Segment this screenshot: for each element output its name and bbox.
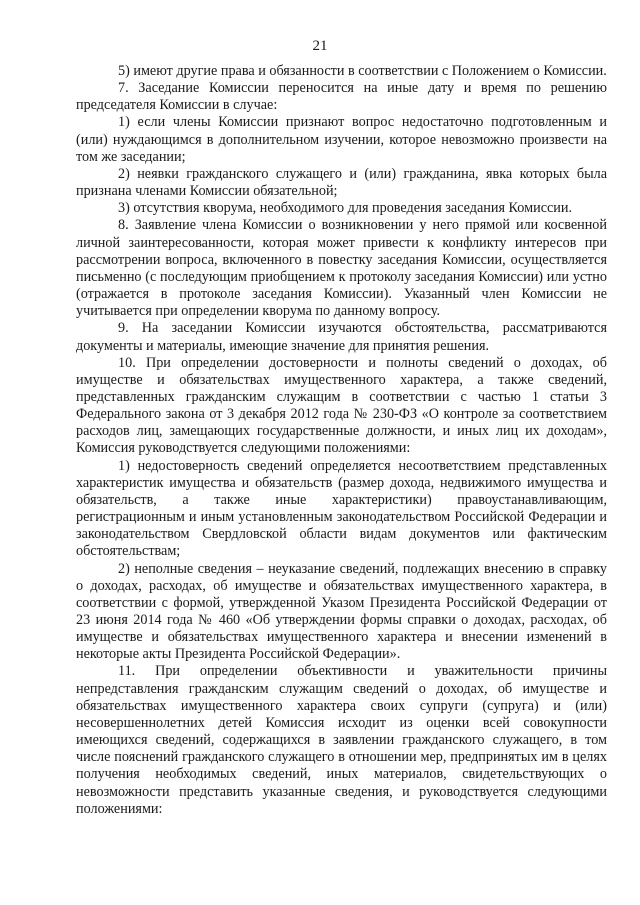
paragraph-7-case-1: 1) если члены Комиссии признают вопрос недостаточно подготовленным и (или) нуждающимся в дополнительном изучении, которое невозможно произвести на том же заседании; [76,114,607,165]
paragraph-7-case-2: 2) неявки гражданского служащего и (или) гражданина, явка которых была признана членами Комиссии обязательной; [76,165,607,200]
paragraph-7-case-3: 3) отсутствия кворума, необходимого для проведения заседания Комиссии. [118,200,573,217]
paragraph-8-conflict-statement: 8. Заявление члена Комиссии о возникновении у него прямой или косвенной личной заинтересованности, которая может привести к конфликту интересов при рассмотрении вопроса, включенного в повестку заседания Комиссии, осуществляется письменно (с последующим приобщением к протоколу заседания Комиссии) или устно (отражается в протоколе заседания Комиссии). Указанный член Комиссии не учитывается при определении кворума по данному вопросу. [76,217,607,320]
page-number: 21 [312,38,328,54]
paragraph-item-5-rights: 5) имеют другие права и обязанности в соответствии с Положением о Комиссии. [118,63,607,79]
paragraph-7-postponement: 7. Заседание Комиссии переносится на иные дату и время по решению председателя Комиссии в случае: [76,80,607,114]
document-body [76,63,607,818]
paragraph-10-item-2: 2) неполные сведения – неуказание сведений, подлежащих внесению в справку о доходах, расходах, об имуществе и обязательствах имущественного характера, в соответствии с формой, утвержденной Указом Президента Российской Федерации от 23 июня 2014 года № 460 «Об утверждении формы справки о доходах, расходах, об имуществе и обязательствах имущественного характера и внесении изменений в некоторые акты Президента Российской Федерации». [76,560,607,663]
paragraph-10-item-1: 1) недостоверность сведений определяется несоответствием представленных характеристик имущества и обязательств (размер дохода, недвижимого имущества и обязательств, а также иные характеристики) правоустанавливающим, регистрационным и иным установленным законодательством Российской Федерации и законодательством Свердловской области видам документов или фактическим обстоятельствам; [76,457,607,560]
paragraph-9-session: 9. На заседании Комиссии изучаются обстоятельства, рассматриваются документы и материалы, имеющие значение для принятия решения. [76,320,607,354]
paragraph-11-objectivity: 11. При определении объективности и уважительности причины непредставления гражданским служащим сведений о доходах, об имуществе и обязательствах имущественного характера своих супруги (супруга) и (или) несовершеннолетних детей Комиссия исходит из оценки всей совокупности имеющихся сведений, содержащихся в заявлении гражданского служащего, в том числе пояснений гражданского служащего в отношении мер, предпринятых им в целях получения необходимых сведений, иных материалов, свидетельствующих о невозможности представить указанные сведения, и руководствуется следующими положениями: [76,663,607,817]
paragraph-10-accuracy: 10. При определении достоверности и полноты сведений о доходах, об имуществе и обязательствах имущественного характера, а также сведений, представленных гражданским служащим в соответствии с частью 1 статьи 3 Федерального закона от 3 декабря 2012 года № 230-ФЗ «О контроле за соответствием расходов лиц, замещающих государственные должности, и иных лиц их доходам», Комиссия руководствуется следующими положениями: [76,354,607,457]
